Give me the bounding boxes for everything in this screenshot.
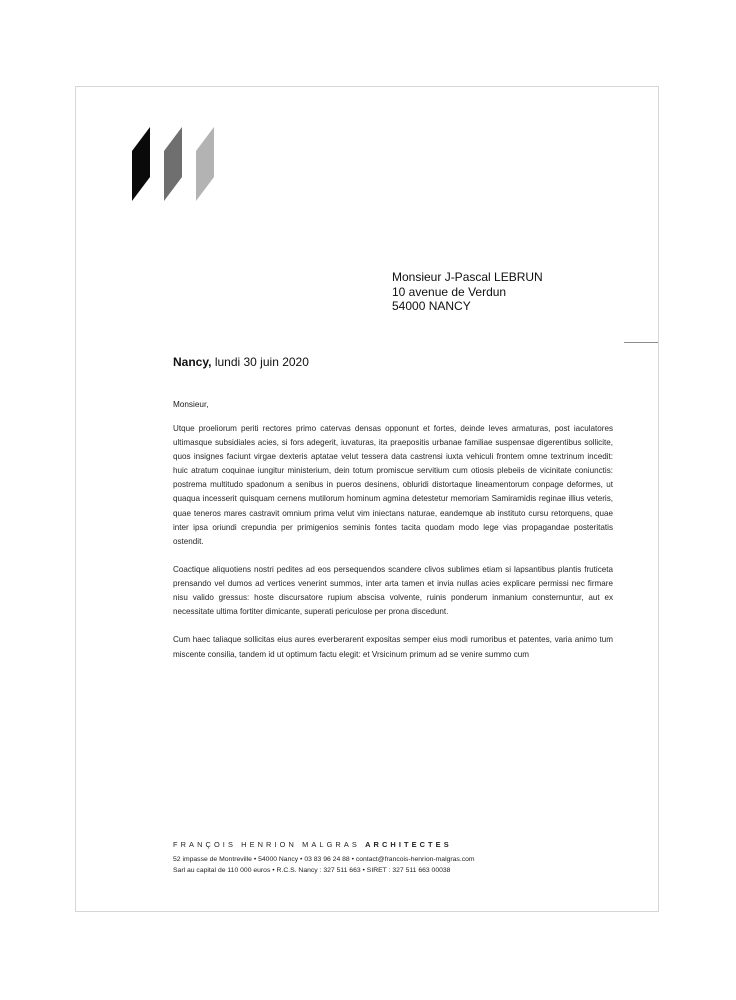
recipient-name: Monsieur J-Pascal LEBRUN [392,270,543,284]
logo-bar-light-gray [196,127,214,201]
date-text: lundi 30 juin 2020 [214,355,309,369]
body-paragraph: Coactique aliquotiens nostri pedites ad eos persequendos scandere clivos sublimes etiam si lapsantibus plantis fruticeta prensando vel dumos ad vertices venerint summos, inter arta tamen et invia nullas acies explicare permissi nec firmare nisu valido gressus: hoste discursatore rupium abscisa volvente, ruinis ponderum inmanium consternuntur, aut ex necessitate ultima fortiter dimicante, superati periculose per prona discedunt. [173,564,613,617]
letter-body [173,422,613,676]
recipient-street: 10 avenue de Verdun [392,284,507,299]
body-paragraph: Utque proeliorum periti rectores primo catervas densas opponunt et fortes, deinde leves armaturas, post iaculatores ultimasque subsidiales acies, si fors adegerit, iuvaturas, ita praepositis urbanae familiae suspensae digerentibus sollicite, quos insignes faciunt virgae dexteris aptatae velut tessera data castrensi iuxta vehiculi frontem omne textrinum incedit: huic atratum coquinae iungitur ministerium, dein totum promiscue servitium cum otiosis plebeiis de vicinitate coniunctis: postrema multitudo spadonum a senibus in pueros desinens, obluridi distortaque lineamentorum conpage deformes, ut quaqua incesserit quisquam cernens mutilorum hominum agmina detestetur memoriam Samiramidis reginae illius veteris, quae teneros mares castravit omnium prima velut vim iniectans naturae, eandemque ab instituto cursu retorquens, quae inter ipsa oriundi crepundia per primigenios seminis fontes tacita quodam modo lege vias propagandae posteritatis ostendit. [173,424,613,546]
firm-type: ARCHITECTES [365,840,452,849]
parallelogram-bars-logo [130,127,220,203]
logo-bar-black [132,127,150,201]
firm-address: 52 impasse de Montreville • 54000 Nancy • 03 83 96 24 88 • contact@francois-henrion-malgras.com [173,856,475,863]
letterhead-footer [173,840,475,877]
body-paragraph: Cum haec taliaque sollicitas eius aures everberarent expositas semper eius modi rumoribus et patentes, varia animo tum miscente consilia, tandem id ut optimum factu elegit: et Vrsicinum primum ad se venire summo cum [173,635,613,659]
firm-name: FRANÇOIS HENRION MALGRAS [173,840,360,849]
fold-mark [624,342,658,343]
date-line [173,355,309,369]
recipient-address [392,270,543,314]
logo-bar-dark-gray [164,127,182,201]
date-place: Nancy, [173,355,212,369]
firm-legal-info: Sarl au capital de 110 000 euros • R.C.S. Nancy : 327 511 663 • SIRET : 327 511 663 00038 [173,867,451,875]
salutation: Monsieur, [173,400,209,409]
letter-page [75,86,659,912]
recipient-city: 54000 NANCY [392,299,471,314]
firm-name-line [173,840,475,849]
